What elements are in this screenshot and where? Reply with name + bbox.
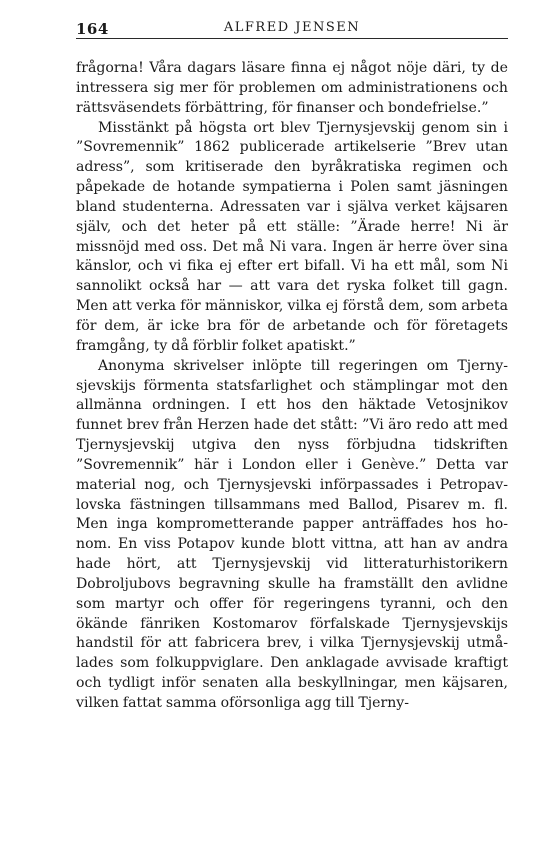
book-page <box>76 14 508 714</box>
page-number: 164 <box>76 20 109 38</box>
running-title: ALFRED JENSEN <box>223 20 361 35</box>
paragraph: Anonyma skrivelser inlöpte till regeringen om Tjernysjevskijs förmenta statsfarlighet och stämplingar mot den allmänna ordningen. I ett hos den häktade Vetosjnikov funnet brev från Herzen hade det stått: ”Vi äro redo att med Tjernysjevskij utgiva den nyss förbjudna tidskriften ”Sovremennik” här i London eller i Genève.” Detta var material nog, och Tjernysjevski införpassades i Petropavlovska fästningen tillsammans med Ballod, Pisarev m. fl. Men inga komprometterande papper anträffades hos honom. En viss Potapov kunde blott vittna, att han av andra hade hört, att Tjernysjevskij vid litteraturhistorikern Dobroljubovs begravning skulle ha framställt den avlidne som martyr och offer för regeringens tyranni, och den ökände fänriken Kostomarov förfalskade Tjernysjevskijs handstil för att fabricera brev, i vilka Tjernysjevskij utmålades som folkuppviglare. Den anklagade avvisade kraftigt och tydligt inför senaten alla beskyllningar, men käjsaren, vilken fattat samma oförsonliga agg till Tjerny- <box>76 357 508 711</box>
running-head <box>76 14 508 39</box>
paragraph-continuation: frågorna! Våra dagars läsare finna ej något nöje däri, ty de intressera sig mer för problemen om administrationens och rättsväsendets förbättring, för finanser och bondefrielse.” <box>76 60 508 116</box>
paragraph: Misstänkt på högsta ort blev Tjernysjevskij genom sin i ”Sovremennik” 1862 publicerade artikelserie ”Brev utan adress”, som kritiserade den byråkratiska regimen och påpekade de hotande sympatierna i Polen samt jäsningen bland studenterna. Adressaten var i själva verket käjsaren själv, och det heter på ett ställe: ”Ärade herre! Ni är missnöjd med oss. Det må Ni vara. Ingen är herre över sina känslor, och vi fika ej efter ert bifall. Vi ha ett mål, som Ni sannolikt också har — att vara det ryska folket till gagn. Men att verka för människor, vilka ej förstå dem, som arbeta för dem, är icke bra för de arbetande och för företagets framgång, ty då förblir folket apatiskt.” <box>76 119 508 354</box>
body-text <box>76 59 508 714</box>
